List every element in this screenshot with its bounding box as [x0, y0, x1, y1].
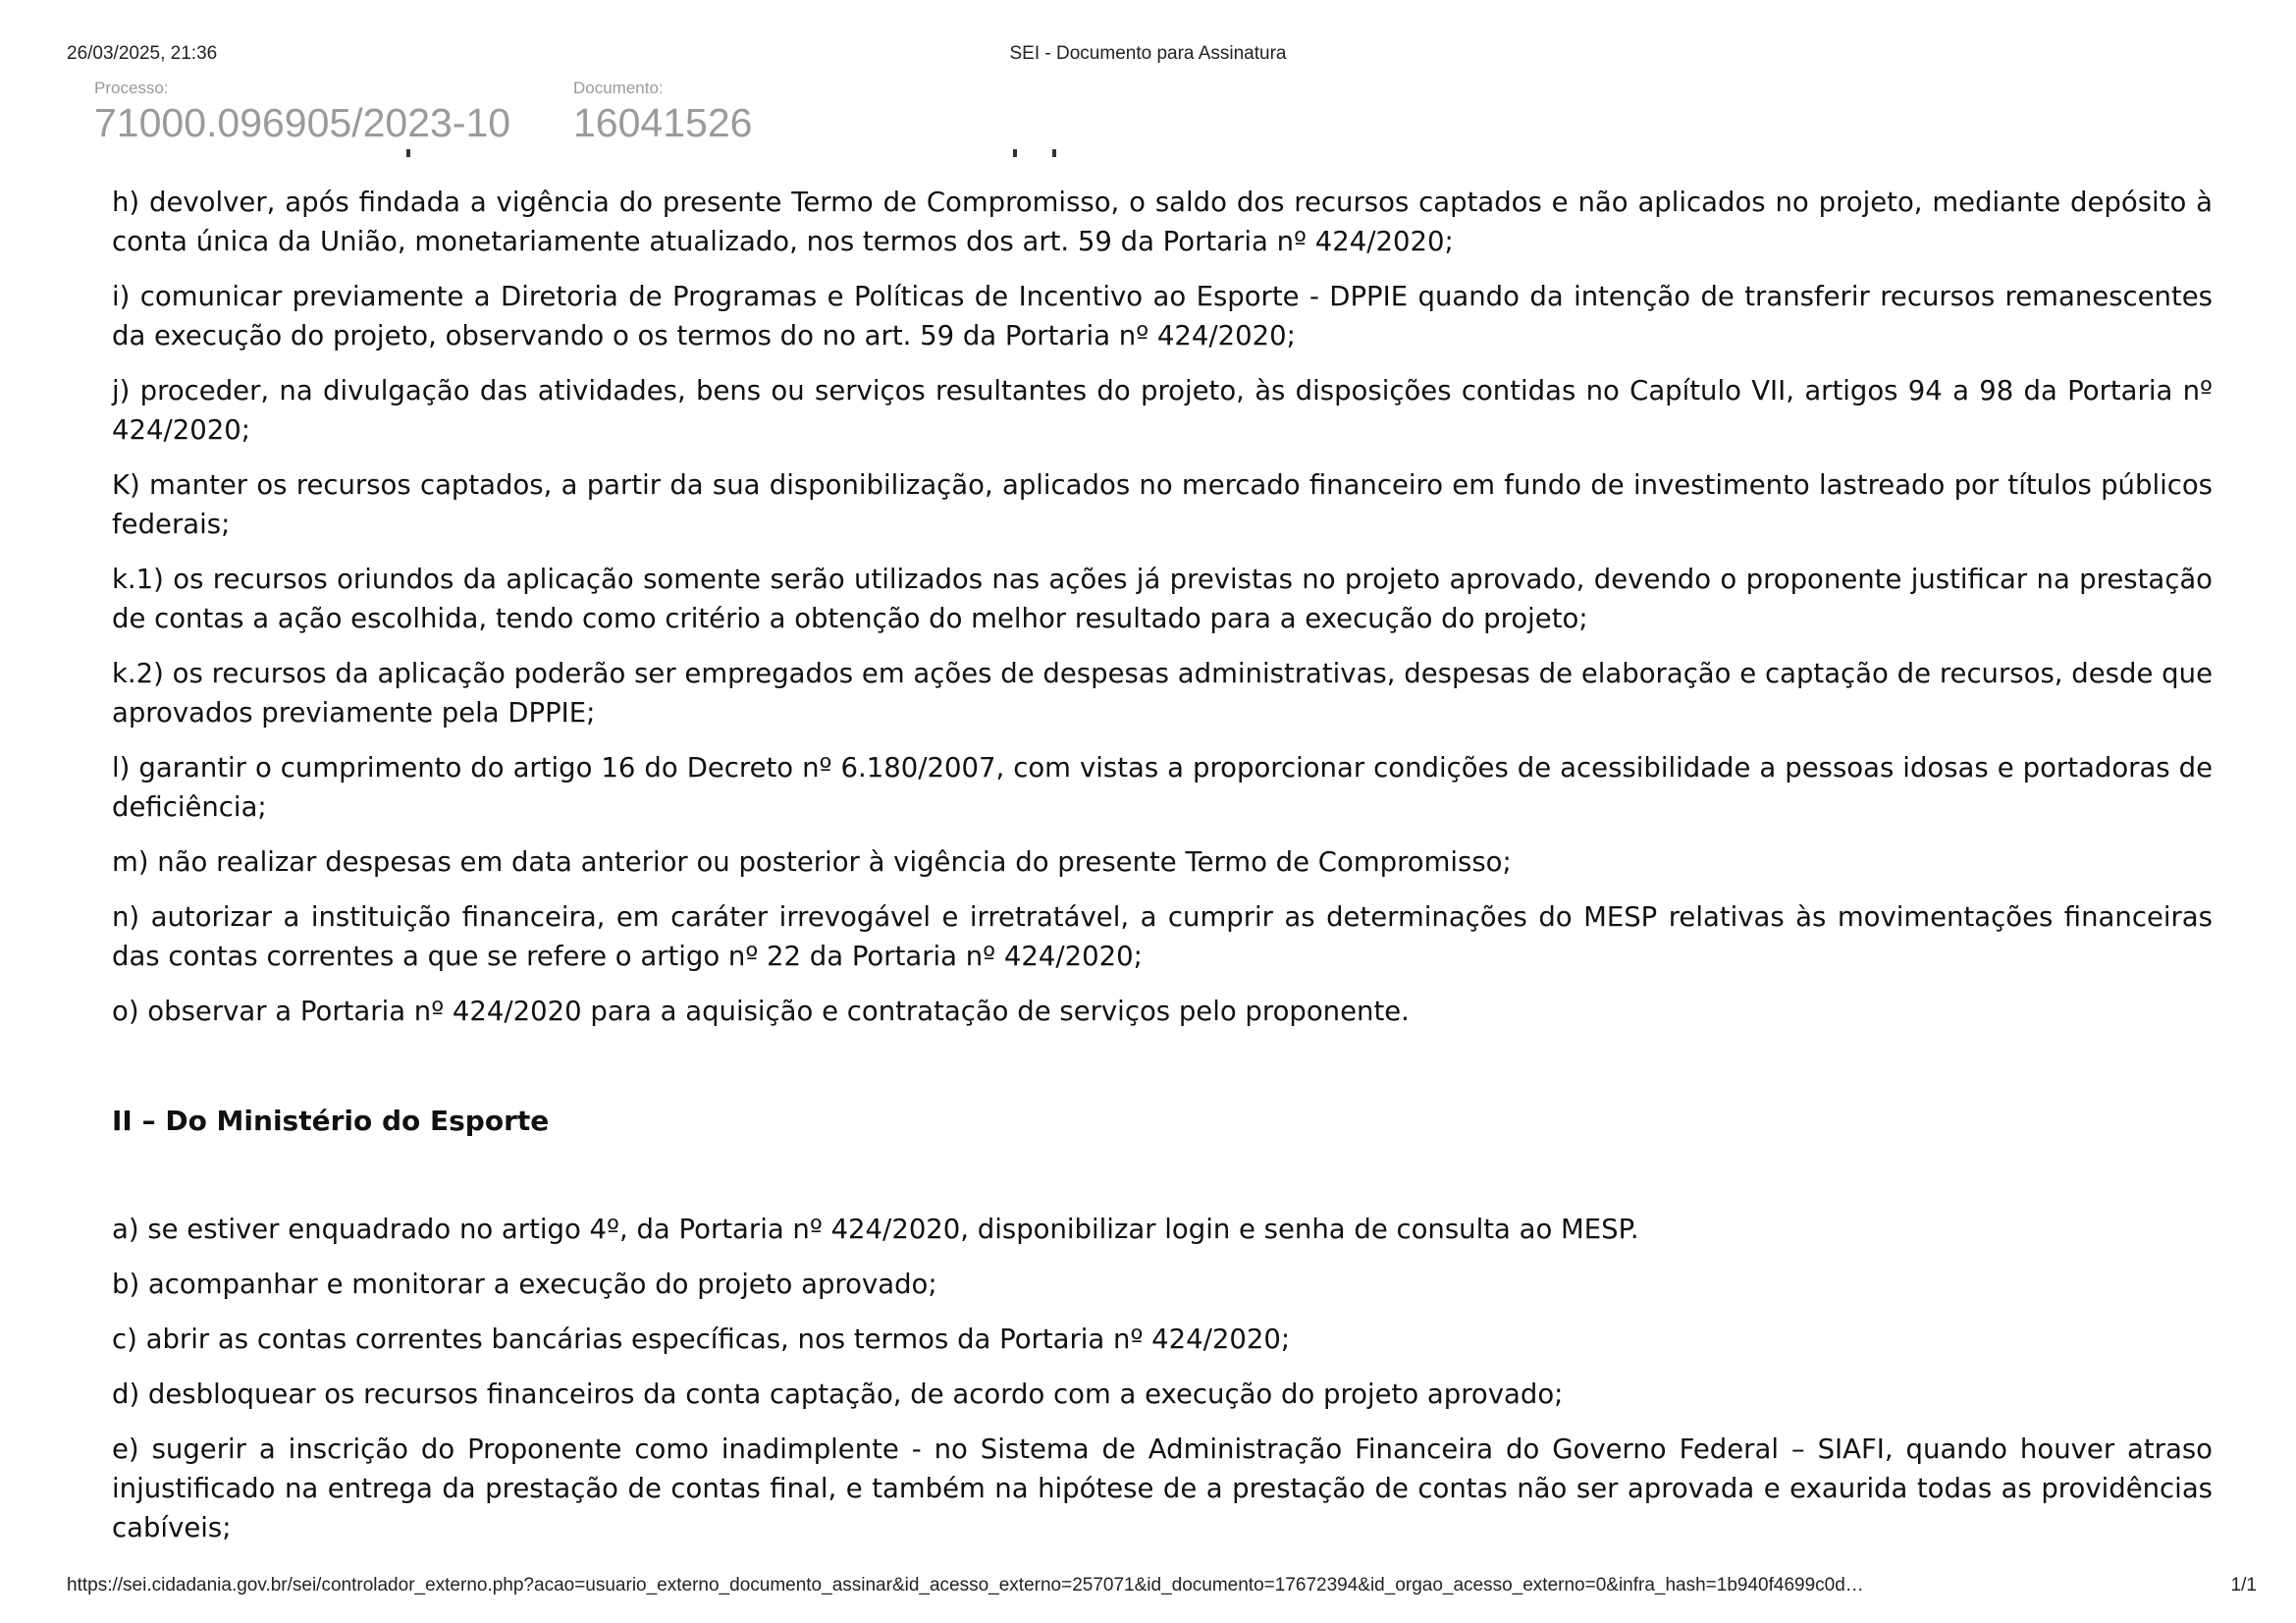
list-item-k1: k.1) os recursos oriundos da aplicação somente serão utilizados nas ações já previstas no projeto aprovado, devendo o proponente justificar na prestação de contas a ação escolhida, tendo como critério a obtenção do melhor resultado para a execução do projeto; — [112, 564, 2213, 634]
list-item-k2: k.2) os recursos da aplicação poderão ser empregados em ações de despesas administrativas, despesas de elaboração e captação de recursos, desde que aprovados previamente pela DPPIE; — [112, 658, 2213, 729]
list-item-c: c) abrir as contas correntes bancárias específicas, nos termos da Portaria nº 424/2020; — [112, 1324, 1291, 1355]
document-body — [112, 183, 2213, 1563]
processo-number: 71000.096905/2023-10 — [94, 100, 511, 145]
processo-label: Processo: — [94, 79, 169, 97]
print-datetime: 26/03/2025, 21:36 — [67, 43, 218, 64]
documento-number: 16041526 — [573, 100, 753, 145]
list-item-l: l) garantir o cumprimento do artigo 16 do Decreto nº 6.180/2007, com vistas a proporcionar condições de acessibilidade a pessoas idosas e portadoras de deficiência; — [112, 752, 2213, 823]
list-item-e: e) sugerir a inscrição do Proponente como inadimplente - no Sistema de Administração Financeira do Governo Federal – SIAFI, quando houver atraso injustificado na entrega da prestação de contas final, e também na hipótese de a prestação de contas não ser aprovada e exaurida todas as providências cabíveis; — [112, 1434, 2213, 1543]
processo-block — [94, 79, 510, 145]
print-page-title: SEI - Documento para Assinatura — [1009, 43, 1287, 64]
list-item-j: j) proceder, na divulgação das atividades, bens ou serviços resultantes do projeto, às disposições contidas no Capítulo VII, artigos 94 a 98 da Portaria nº 424/2020; — [112, 375, 2213, 446]
print-url: https://sei.cidadania.gov.br/sei/controlador_externo.php?acao=usuario_externo_documento_assinar&id_acesso_externo=257071&id_documento=17672394&id_orgao_acesso_externo=0&infra_hash=1b940f4699c0d… — [67, 1575, 1864, 1596]
list-item-n: n) autorizar a instituição financeira, em caráter irrevogável e irretratável, a cumprir as determinações do MESP relativas às movimentações financeiras das contas correntes a que se refere o artigo nº 22 da Portaria nº 424/2020; — [112, 901, 2213, 972]
list-item-h: h) devolver, após findada a vigência do presente Termo de Compromisso, o saldo dos recursos captados e não aplicados no projeto, mediante depósito à conta única da União, monetariamente atualizado, nos termos dos art. 59 da Portaria nº 424/2020; — [112, 187, 2213, 257]
list-item-o: o) observar a Portaria nº 424/2020 para a aquisição e contratação de serviços pelo proponente. — [112, 996, 1410, 1027]
print-footer — [67, 1575, 2257, 1600]
clipped-text-line — [112, 149, 2213, 159]
section-ministerio-items — [112, 1210, 2213, 1547]
list-item-k: K) manter os recursos captados, a partir da sua disponibilização, aplicados no mercado financeiro em fundo de investimento lastreado por títulos públicos federais; — [112, 469, 2213, 540]
page-number: 1/1 — [2230, 1575, 2257, 1596]
section-proponente-items — [112, 183, 2213, 1031]
list-item-b: b) acompanhar e monitorar a execução do projeto aprovado; — [112, 1269, 937, 1300]
print-header — [67, 43, 2229, 71]
list-item-a: a) se estiver enquadrado no artigo 4º, da Portaria nº 424/2020, disponibilizar login e senha de consulta ao MESP. — [112, 1214, 1639, 1245]
clipped-glyph — [1013, 149, 1017, 157]
clipped-glyph — [406, 149, 410, 157]
list-item-i: i) comunicar previamente a Diretoria de Programas e Políticas de Incentivo ao Esporte - DPPIE quando da intenção de transferir recursos remanescentes da execução do projeto, observando o os termos do no art. 59 da Portaria nº 424/2020; — [112, 281, 2213, 352]
section-heading-ministerio: II – Do Ministério do Esporte — [112, 1105, 550, 1137]
documento-label: Documento: — [573, 79, 664, 97]
list-item-d: d) desbloquear os recursos financeiros da conta captação, de acordo com a execução do projeto aprovado; — [112, 1379, 1564, 1410]
clipped-glyph — [1052, 149, 1056, 157]
documento-block — [573, 79, 752, 145]
list-item-m: m) não realizar despesas em data anterior ou posterior à vigência do presente Termo de Compromisso; — [112, 846, 1512, 878]
